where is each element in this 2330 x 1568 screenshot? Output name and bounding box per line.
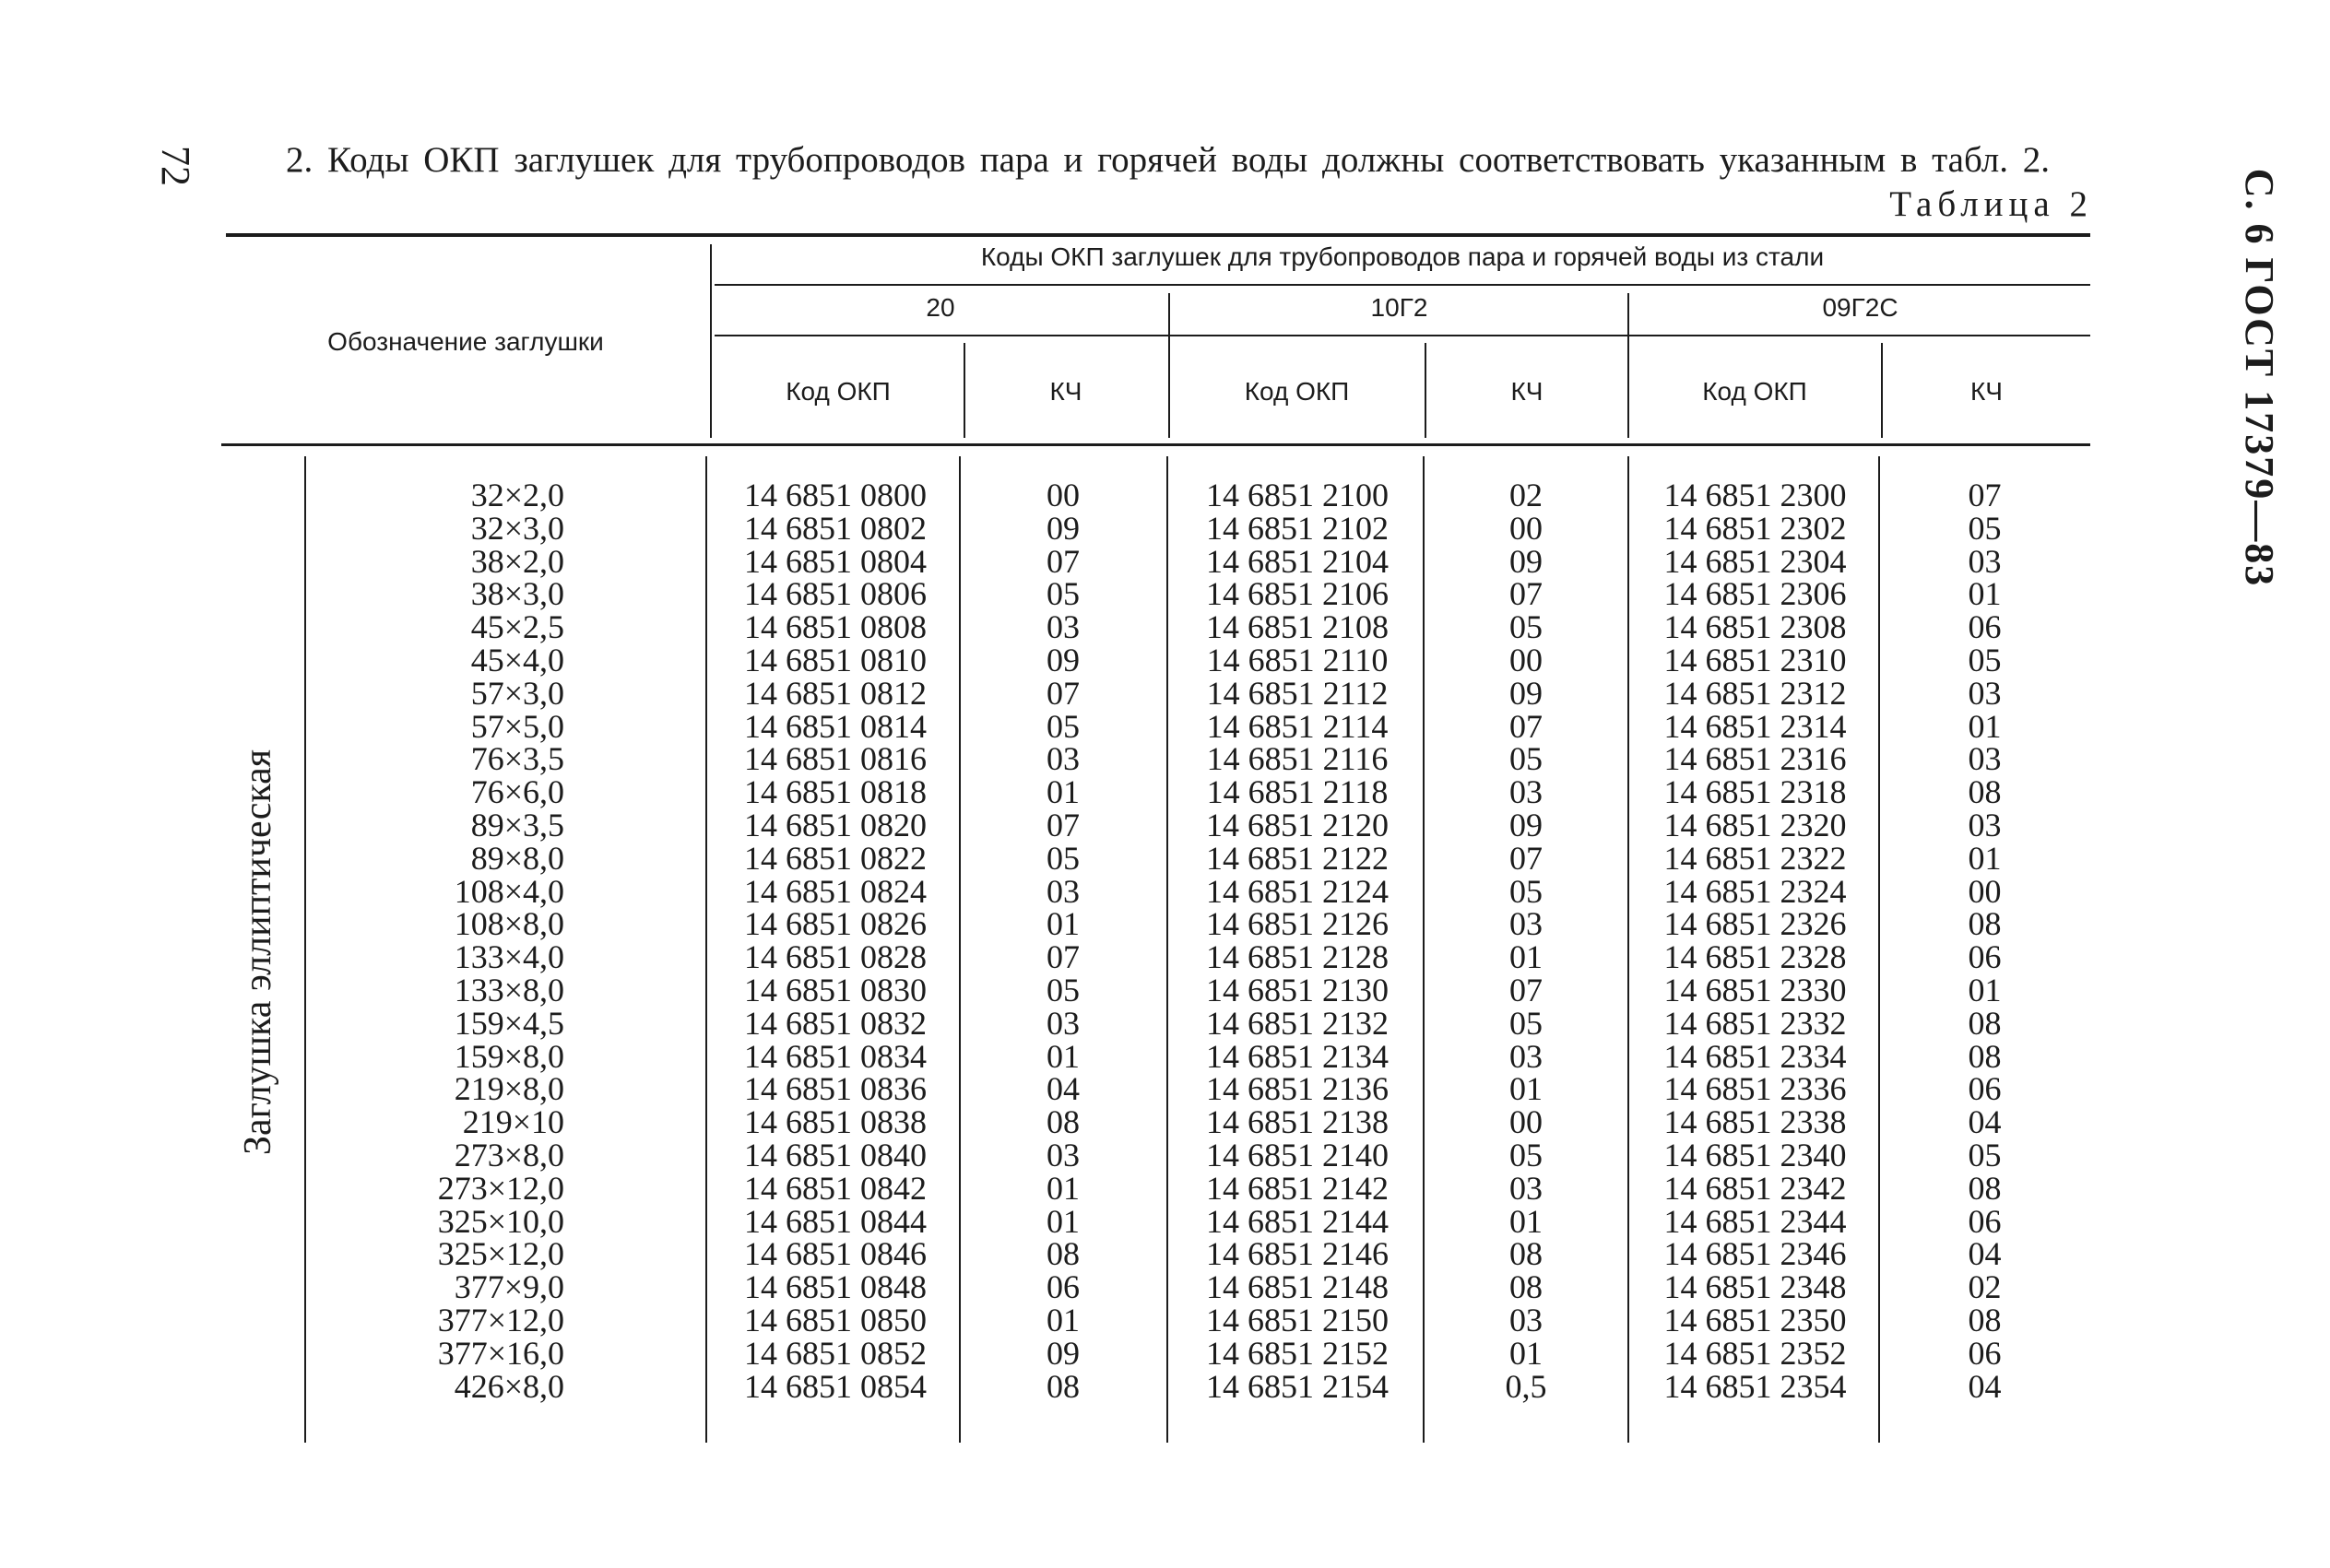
kch-cell: 03 <box>1047 608 1080 646</box>
kch-cell: 07 <box>1047 674 1080 712</box>
kch-cell: 09 <box>1509 674 1543 712</box>
code-cell: 14 6851 0838 <box>744 1103 927 1141</box>
code-cell: 14 6851 2312 <box>1663 674 1847 712</box>
kch-cell: 03 <box>1509 1169 1543 1207</box>
code-cell: 14 6851 0830 <box>744 971 927 1008</box>
column-code-10g2 <box>1173 479 1422 1403</box>
code-cell: 14 6851 2124 <box>1206 872 1389 910</box>
rule-top <box>226 233 2090 237</box>
kch-cell: 01 <box>1047 905 1080 943</box>
header-code-20: Код ОКП <box>786 377 891 406</box>
kch-cell: 05 <box>1509 1004 1543 1042</box>
column-kch-10g2 <box>1425 479 1627 1403</box>
kch-cell: 09 <box>1509 542 1543 580</box>
code-cell: 14 6851 2322 <box>1663 839 1847 877</box>
kch-cell: 01 <box>1968 707 2002 745</box>
code-cell: 14 6851 2128 <box>1206 938 1389 976</box>
code-cell: 14 6851 0840 <box>744 1136 927 1173</box>
kch-cell: 09 <box>1047 1334 1080 1372</box>
kch-cell: 06 <box>1047 1268 1080 1306</box>
kch-cell: 05 <box>1509 1136 1543 1173</box>
kch-cell: 07 <box>1509 707 1543 745</box>
code-cell: 14 6851 2334 <box>1663 1037 1847 1075</box>
kch-cell: 03 <box>1047 740 1080 778</box>
code-cell: 14 6851 2326 <box>1663 905 1847 943</box>
designation-cell: 89×3,5 <box>470 806 564 843</box>
code-cell: 14 6851 2116 <box>1206 740 1389 778</box>
header-group: Коды ОКП заглушек для трубопроводов пара и горячей воды из стали <box>980 242 1825 271</box>
designation-cell: 133×4,0 <box>454 938 564 976</box>
kch-cell: 01 <box>1047 1301 1080 1338</box>
kch-cell: 03 <box>1968 740 2002 778</box>
code-cell: 14 6851 0808 <box>744 608 927 646</box>
code-cell: 14 6851 0826 <box>744 905 927 943</box>
code-cell: 14 6851 0854 <box>744 1367 927 1405</box>
kch-cell: 08 <box>1047 1103 1080 1141</box>
code-cell: 14 6851 0852 <box>744 1334 927 1372</box>
designation-cell: 38×3,0 <box>470 575 564 613</box>
code-cell: 14 6851 2110 <box>1206 641 1389 678</box>
kch-cell: 06 <box>1968 938 2002 976</box>
designation-cell: 32×2,0 <box>470 477 564 513</box>
kch-cell: 07 <box>1047 806 1080 843</box>
kch-cell: 05 <box>1968 641 2002 678</box>
kch-cell: 0,5 <box>1505 1367 1547 1405</box>
kch-cell: 08 <box>1509 1268 1543 1306</box>
code-cell: 14 6851 2144 <box>1206 1202 1389 1240</box>
kch-cell: 01 <box>1047 1169 1080 1207</box>
code-cell: 14 6851 0818 <box>744 773 927 811</box>
code-cell: 14 6851 2142 <box>1206 1169 1389 1207</box>
header-code-09g2s: Код ОКП <box>1702 377 1807 406</box>
designation-cell: 32×3,0 <box>470 509 564 547</box>
designation-cell: 325×10,0 <box>437 1202 564 1240</box>
kch-cell: 07 <box>1509 971 1543 1008</box>
kch-cell: 09 <box>1047 641 1080 678</box>
code-cell: 14 6851 2354 <box>1663 1367 1847 1405</box>
kch-cell: 06 <box>1968 1334 2002 1372</box>
code-cell: 14 6851 2134 <box>1206 1037 1389 1075</box>
kch-cell: 08 <box>1047 1367 1080 1405</box>
code-cell: 14 6851 2306 <box>1663 575 1847 613</box>
designation-cell: 273×12,0 <box>437 1169 564 1207</box>
kch-cell: 01 <box>1509 938 1543 976</box>
code-cell: 14 6851 0844 <box>744 1202 927 1240</box>
code-cell: 14 6851 2324 <box>1663 872 1847 910</box>
kch-cell: 08 <box>1509 1235 1543 1273</box>
kch-cell: 07 <box>1509 839 1543 877</box>
kch-cell: 05 <box>1968 1136 2002 1173</box>
code-cell: 14 6851 0802 <box>744 509 927 547</box>
vline-header-20 <box>1168 293 1170 438</box>
kch-cell: 01 <box>1968 839 2002 877</box>
designation-cell: 377×9,0 <box>454 1268 564 1306</box>
header-code-10g2: Код ОКП <box>1244 377 1350 406</box>
kch-cell: 01 <box>1509 1070 1543 1108</box>
code-cell: 14 6851 2154 <box>1206 1367 1389 1405</box>
vline-body-20 <box>1166 456 1168 1443</box>
code-cell: 14 6851 2344 <box>1663 1202 1847 1240</box>
kch-cell: 09 <box>1509 806 1543 843</box>
code-cell: 14 6851 2122 <box>1206 839 1389 877</box>
code-cell: 14 6851 0804 <box>744 542 927 580</box>
kch-cell: 05 <box>1509 608 1543 646</box>
code-cell: 14 6851 2332 <box>1663 1004 1847 1042</box>
kch-cell: 05 <box>1509 872 1543 910</box>
designation-cell: 219×8,0 <box>454 1070 564 1108</box>
page-number: 72 <box>153 146 198 186</box>
kch-cell: 02 <box>1509 477 1543 513</box>
kch-cell: 01 <box>1509 1334 1543 1372</box>
column-code-09g2s <box>1632 479 1878 1403</box>
code-cell: 14 6851 2318 <box>1663 773 1847 811</box>
kch-cell: 05 <box>1047 707 1080 745</box>
code-cell: 14 6851 2352 <box>1663 1334 1847 1372</box>
code-cell: 14 6851 2118 <box>1206 773 1389 811</box>
kch-cell: 09 <box>1047 509 1080 547</box>
kch-cell: 07 <box>1047 938 1080 976</box>
code-cell: 14 6851 2132 <box>1206 1004 1389 1042</box>
table-label: Таблица 2 <box>1889 184 2093 224</box>
kch-cell: 06 <box>1968 1070 2002 1108</box>
code-cell: 14 6851 0832 <box>744 1004 927 1042</box>
code-cell: 14 6851 2100 <box>1206 477 1389 513</box>
kch-cell: 08 <box>1968 1301 2002 1338</box>
code-cell: 14 6851 0824 <box>744 872 927 910</box>
kch-cell: 03 <box>1509 905 1543 943</box>
designation-cell: 325×12,0 <box>437 1235 564 1273</box>
code-cell: 14 6851 0822 <box>744 839 927 877</box>
designation-cell: 377×16,0 <box>437 1334 564 1372</box>
header-kch-20: КЧ <box>1049 377 1082 406</box>
kch-cell: 00 <box>1509 509 1543 547</box>
designation-cell: 108×8,0 <box>454 905 564 943</box>
code-cell: 14 6851 2150 <box>1206 1301 1389 1338</box>
code-cell: 14 6851 0816 <box>744 740 927 778</box>
code-cell: 14 6851 2348 <box>1663 1268 1847 1306</box>
header-kch-10g2: КЧ <box>1510 377 1543 406</box>
kch-cell: 07 <box>1047 542 1080 580</box>
code-cell: 14 6851 2140 <box>1206 1136 1389 1173</box>
kch-cell: 01 <box>1047 1202 1080 1240</box>
kch-cell: 04 <box>1968 1367 2002 1405</box>
code-cell: 14 6851 0850 <box>744 1301 927 1338</box>
vline-header-10g2 <box>1627 293 1629 438</box>
kch-cell: 07 <box>1509 575 1543 613</box>
kch-cell: 04 <box>1968 1103 2002 1141</box>
code-cell: 14 6851 2310 <box>1663 641 1847 678</box>
header-kch-09g2s: КЧ <box>1970 377 2003 406</box>
code-cell: 14 6851 0806 <box>744 575 927 613</box>
code-cell: 14 6851 2130 <box>1206 971 1389 1008</box>
designation-cell: 426×8,0 <box>454 1367 564 1405</box>
designation-cell: 377×12,0 <box>437 1301 564 1338</box>
code-cell: 14 6851 2328 <box>1663 938 1847 976</box>
kch-cell: 03 <box>1968 806 2002 843</box>
code-cell: 14 6851 0828 <box>744 938 927 976</box>
running-header: С. 6 ГОСТ 17379—83 <box>2237 168 2282 588</box>
kch-cell: 03 <box>1509 1301 1543 1338</box>
designation-cell: 108×4,0 <box>454 872 564 910</box>
code-cell: 14 6851 0846 <box>744 1235 927 1273</box>
designation-cell: 57×3,0 <box>470 674 564 712</box>
header-steel-20: 20 <box>926 293 955 322</box>
code-cell: 14 6851 2304 <box>1663 542 1847 580</box>
kch-cell: 02 <box>1968 1268 2002 1306</box>
header-designation: Обозначение заглушки <box>327 327 604 356</box>
kch-cell: 05 <box>1047 575 1080 613</box>
designation-cell: 89×8,0 <box>470 839 564 877</box>
code-cell: 14 6851 2106 <box>1206 575 1389 613</box>
code-cell: 14 6851 2316 <box>1663 740 1847 778</box>
designation-cell: 76×3,5 <box>470 740 564 778</box>
vline-body-09g2s-kch <box>1878 456 1880 1443</box>
code-cell: 14 6851 0834 <box>744 1037 927 1075</box>
kch-cell: 03 <box>1509 773 1543 811</box>
code-cell: 14 6851 2336 <box>1663 1070 1847 1108</box>
code-cell: 14 6851 2346 <box>1663 1235 1847 1273</box>
designation-cell: 76×6,0 <box>470 773 564 811</box>
column-kch-20 <box>961 479 1165 1403</box>
designation-cell: 57×5,0 <box>470 707 564 745</box>
kch-cell: 08 <box>1968 905 2002 943</box>
kch-cell: 03 <box>1968 542 2002 580</box>
kch-cell: 01 <box>1509 1202 1543 1240</box>
code-cell: 14 6851 2300 <box>1663 477 1847 513</box>
code-cell: 14 6851 2302 <box>1663 509 1847 547</box>
code-cell: 14 6851 2338 <box>1663 1103 1847 1141</box>
code-cell: 14 6851 2126 <box>1206 905 1389 943</box>
kch-cell: 08 <box>1047 1235 1080 1273</box>
code-cell: 14 6851 2314 <box>1663 707 1847 745</box>
kch-cell: 01 <box>1968 971 2002 1008</box>
kch-cell: 05 <box>1047 839 1080 877</box>
code-cell: 14 6851 0800 <box>744 477 927 513</box>
vline-header-desig <box>710 244 712 438</box>
code-cell: 14 6851 2104 <box>1206 542 1389 580</box>
code-cell: 14 6851 2108 <box>1206 608 1389 646</box>
kch-cell: 03 <box>1047 1136 1080 1173</box>
code-cell: 14 6851 0842 <box>744 1169 927 1207</box>
designation-cell: 273×8,0 <box>454 1136 564 1173</box>
rule-group <box>715 284 2090 286</box>
code-cell: 14 6851 2330 <box>1663 971 1847 1008</box>
code-cell: 14 6851 2350 <box>1663 1301 1847 1338</box>
kch-cell: 03 <box>1047 1004 1080 1042</box>
rule-steel <box>715 335 2090 336</box>
vline-body-10g2 <box>1627 456 1629 1443</box>
kch-cell: 03 <box>1509 1037 1543 1075</box>
kch-cell: 08 <box>1968 773 2002 811</box>
column-designation <box>304 479 564 1403</box>
code-cell: 14 6851 2342 <box>1663 1169 1847 1207</box>
code-cell: 14 6851 0812 <box>744 674 927 712</box>
kch-cell: 05 <box>1047 971 1080 1008</box>
kch-cell: 08 <box>1968 1169 2002 1207</box>
code-cell: 14 6851 2102 <box>1206 509 1389 547</box>
rule-header-bottom <box>221 443 2090 446</box>
kch-cell: 07 <box>1968 477 2002 513</box>
designation-cell: 45×2,5 <box>470 608 564 646</box>
code-cell: 14 6851 0814 <box>744 707 927 745</box>
kch-cell: 06 <box>1968 1202 2002 1240</box>
vline-body-desig <box>705 456 707 1443</box>
kch-cell: 03 <box>1047 872 1080 910</box>
kch-cell: 08 <box>1968 1037 2002 1075</box>
column-kch-09g2s <box>1881 479 2088 1403</box>
designation-cell: 159×8,0 <box>454 1037 564 1075</box>
kch-cell: 00 <box>1509 1103 1543 1141</box>
intro-paragraph: 2. Коды ОКП заглушек для трубопроводов пара и горячей воды должны соответствовать указанным в табл. 2. <box>286 140 2051 180</box>
designation-cell: 45×4,0 <box>470 641 564 678</box>
kch-cell: 01 <box>1047 773 1080 811</box>
header-steel-09g2s: 09Г2С <box>1822 293 1898 322</box>
code-cell: 14 6851 0820 <box>744 806 927 843</box>
kch-cell: 00 <box>1047 477 1080 513</box>
designation-cell: 219×10 <box>462 1103 564 1141</box>
designation-cell: 133×8,0 <box>454 971 564 1008</box>
code-cell: 14 6851 2152 <box>1206 1334 1389 1372</box>
kch-cell: 00 <box>1968 872 2002 910</box>
kch-cell: 05 <box>1509 740 1543 778</box>
designation-cell: 159×4,5 <box>454 1004 564 1042</box>
kch-cell: 01 <box>1047 1037 1080 1075</box>
code-cell: 14 6851 2112 <box>1206 674 1389 712</box>
code-cell: 14 6851 0836 <box>744 1070 927 1108</box>
kch-cell: 08 <box>1968 1004 2002 1042</box>
code-cell: 14 6851 2308 <box>1663 608 1847 646</box>
code-cell: 14 6851 2148 <box>1206 1268 1389 1306</box>
kch-cell: 00 <box>1509 641 1543 678</box>
code-cell: 14 6851 2136 <box>1206 1070 1389 1108</box>
code-cell: 14 6851 0810 <box>744 641 927 678</box>
header-steel-10g2: 10Г2 <box>1370 293 1428 322</box>
code-cell: 14 6851 2146 <box>1206 1235 1389 1273</box>
code-cell: 14 6851 0848 <box>744 1268 927 1306</box>
kch-cell: 05 <box>1968 509 2002 547</box>
code-cell: 14 6851 2138 <box>1206 1103 1389 1141</box>
code-cell: 14 6851 2114 <box>1206 707 1389 745</box>
kch-cell: 04 <box>1047 1070 1080 1108</box>
kch-cell: 01 <box>1968 575 2002 613</box>
kch-cell: 03 <box>1968 674 2002 712</box>
designation-cell: 38×2,0 <box>470 542 564 580</box>
code-cell: 14 6851 2340 <box>1663 1136 1847 1173</box>
column-code-20 <box>712 479 959 1403</box>
code-cell: 14 6851 2120 <box>1206 806 1389 843</box>
code-cell: 14 6851 2320 <box>1663 806 1847 843</box>
side-label-elliptical: Заглушка эллиптическая <box>237 749 279 1156</box>
kch-cell: 06 <box>1968 608 2002 646</box>
kch-cell: 04 <box>1968 1235 2002 1273</box>
